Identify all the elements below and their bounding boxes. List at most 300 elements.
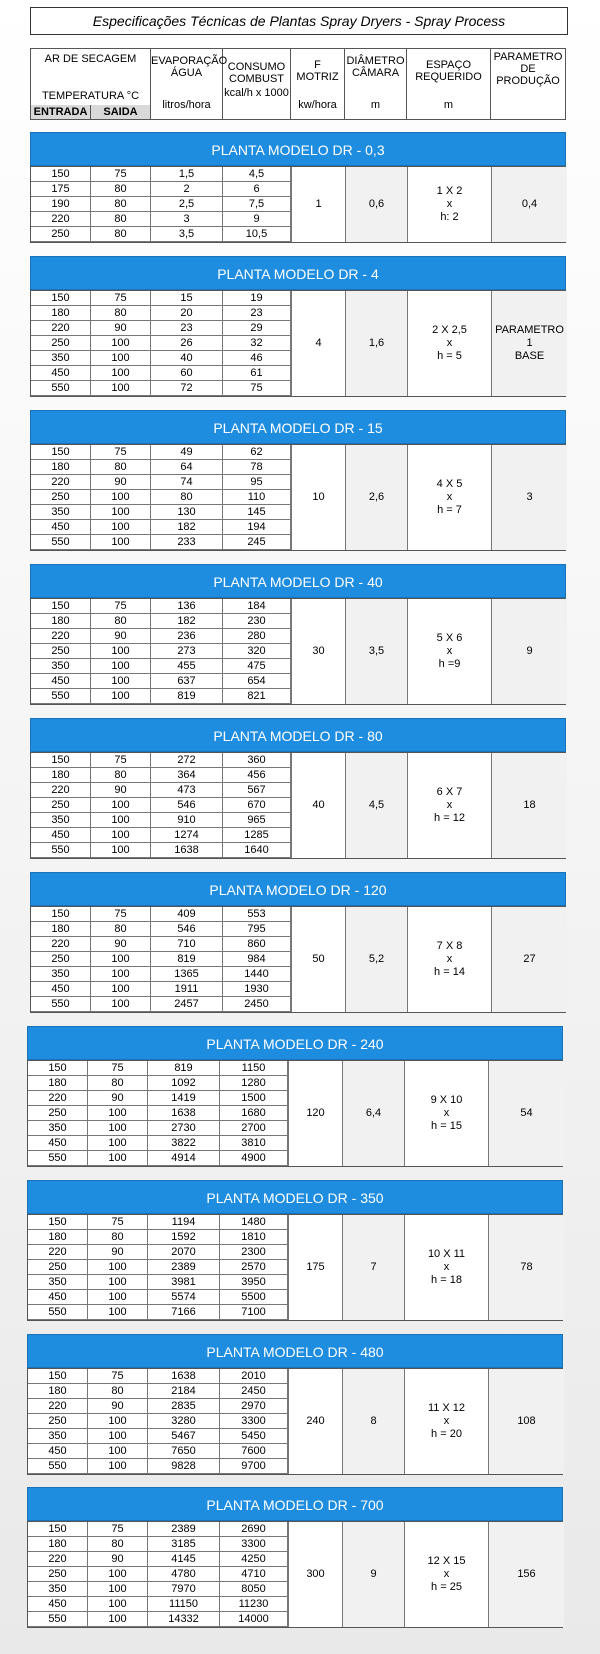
consumo-cell: 2970 <box>220 1399 288 1414</box>
saida-cell: 80 <box>88 1230 148 1245</box>
consumo-cell: 654 <box>223 674 291 689</box>
consumo-cell: 4,5 <box>223 167 291 182</box>
espaco-line: x <box>446 337 453 349</box>
espaco-cell <box>407 167 491 242</box>
entrada-cell: 150 <box>31 291 91 306</box>
parametro-cell <box>491 291 567 396</box>
model-table <box>30 752 566 859</box>
model-banner: PLANTA MODELO DR - 350 <box>27 1180 563 1214</box>
evaporacao-cell: 1911 <box>151 982 223 997</box>
consumo-cell: 320 <box>223 644 291 659</box>
table-row <box>28 1230 288 1245</box>
evaporacao-cell: 72 <box>151 381 223 396</box>
table-row <box>31 197 291 212</box>
parametro-cell <box>491 445 567 550</box>
evaporacao-cell: 364 <box>151 768 223 783</box>
consumo-cell: 860 <box>223 937 291 952</box>
model-table <box>27 1521 563 1628</box>
espaco-line: 2 X 2,5 <box>432 324 467 336</box>
espaco-cell <box>407 907 491 1012</box>
entrada-cell: 550 <box>28 1612 88 1627</box>
consumo-cell: 9700 <box>220 1459 288 1474</box>
saida-cell: 90 <box>91 321 151 336</box>
consumo-cell: 32 <box>223 336 291 351</box>
espaco-cell <box>407 599 491 704</box>
entrada-cell: 180 <box>28 1537 88 1552</box>
espaco-line: 4 X 5 <box>436 478 463 490</box>
espaco-line: x <box>446 953 453 965</box>
table-row <box>31 798 291 813</box>
espaco-line: 9 X 10 <box>430 1094 463 1106</box>
saida-cell: 75 <box>91 599 151 614</box>
saida-cell: 100 <box>91 843 151 858</box>
entrada-cell: 550 <box>28 1151 88 1166</box>
consumo-cell: 1680 <box>220 1106 288 1121</box>
saida-cell: 90 <box>88 1245 148 1260</box>
espaco-line: h = 18 <box>431 1274 462 1286</box>
evaporacao-cell: 3,5 <box>151 227 223 242</box>
consumo-cell: 984 <box>223 952 291 967</box>
consumo-cell: 62 <box>223 445 291 460</box>
table-row <box>28 1106 288 1121</box>
saida-cell: 100 <box>91 366 151 381</box>
motriz-cell: 50 <box>291 907 345 1012</box>
consumo-cell: 7600 <box>220 1444 288 1459</box>
consumo-cell: 2010 <box>220 1369 288 1384</box>
evaporacao-cell: 15 <box>151 291 223 306</box>
entrada-cell: 150 <box>31 753 91 768</box>
consumo-cell: 1930 <box>223 982 291 997</box>
diametro-cell: 2,6 <box>345 445 407 550</box>
evaporacao-cell: 1274 <box>151 828 223 843</box>
table-row <box>31 674 291 689</box>
table-row <box>31 475 291 490</box>
consumo-cell: 4900 <box>220 1151 288 1166</box>
table-row <box>31 182 291 197</box>
table-row <box>28 1305 288 1320</box>
evaporacao-cell: 2184 <box>148 1384 220 1399</box>
espaco-line: x <box>443 1568 450 1580</box>
diametro-cell: 0,6 <box>345 167 407 242</box>
parametro-cell <box>491 167 567 242</box>
table-row <box>31 967 291 982</box>
consumo-cell: 61 <box>223 366 291 381</box>
evaporacao-cell: 2,5 <box>151 197 223 212</box>
header-saida: SAIDA <box>91 105 150 119</box>
evaporacao-cell: 1638 <box>148 1106 220 1121</box>
header-espaco <box>407 49 491 119</box>
entrada-cell: 220 <box>31 475 91 490</box>
entrada-cell: 450 <box>28 1444 88 1459</box>
espaco-line: h = 25 <box>431 1581 462 1593</box>
consumo-cell: 1150 <box>220 1061 288 1076</box>
parametro-line: 54 <box>520 1107 533 1119</box>
evaporacao-cell: 26 <box>151 336 223 351</box>
table-row <box>28 1522 288 1537</box>
consumo-cell: 1810 <box>220 1230 288 1245</box>
entrada-cell: 175 <box>31 182 91 197</box>
saida-cell: 80 <box>91 212 151 227</box>
evaporacao-cell: 2730 <box>148 1121 220 1136</box>
saida-cell: 100 <box>91 798 151 813</box>
parametro-cell <box>491 753 567 858</box>
saida-cell: 100 <box>91 952 151 967</box>
header-ar-secagem: AR DE SECAGEM <box>44 53 137 65</box>
table-row <box>28 1151 288 1166</box>
espaco-cell <box>407 445 491 550</box>
table-row <box>28 1290 288 1305</box>
consumo-cell: 75 <box>223 381 291 396</box>
espaco-line: x <box>446 799 453 811</box>
table-row <box>28 1275 288 1290</box>
model-banner: PLANTA MODELO DR - 80 <box>30 718 566 752</box>
espaco-line: 6 X 7 <box>436 786 463 798</box>
evaporacao-cell: 4145 <box>148 1552 220 1567</box>
evaporacao-cell: 130 <box>151 505 223 520</box>
entrada-cell: 150 <box>28 1215 88 1230</box>
evaporacao-cell: 9828 <box>148 1459 220 1474</box>
consumo-cell: 110 <box>223 490 291 505</box>
consumo-cell: 145 <box>223 505 291 520</box>
consumo-cell: 46 <box>223 351 291 366</box>
consumo-cell: 11230 <box>220 1597 288 1612</box>
table-row <box>28 1091 288 1106</box>
parametro-cell <box>488 1215 564 1320</box>
saida-cell: 100 <box>88 1290 148 1305</box>
table-row <box>31 445 291 460</box>
consumo-cell: 230 <box>223 614 291 629</box>
consumo-cell: 194 <box>223 520 291 535</box>
saida-cell: 100 <box>91 535 151 550</box>
model-block <box>30 256 566 397</box>
evaporacao-cell: 7970 <box>148 1582 220 1597</box>
saida-cell: 75 <box>91 907 151 922</box>
parametro-cell <box>488 1369 564 1474</box>
espaco-line: x <box>443 1107 450 1119</box>
table-row <box>31 689 291 704</box>
evaporacao-cell: 819 <box>148 1061 220 1076</box>
saida-cell: 75 <box>91 445 151 460</box>
consumo-cell: 670 <box>223 798 291 813</box>
header-parametro <box>491 49 565 119</box>
consumo-cell: 3300 <box>220 1537 288 1552</box>
diametro-cell: 3,5 <box>345 599 407 704</box>
consumo-cell: 10,5 <box>223 227 291 242</box>
model-block <box>30 132 566 243</box>
espaco-line: 1 X 2 <box>436 185 463 197</box>
saida-cell: 100 <box>91 689 151 704</box>
entrada-cell: 450 <box>31 982 91 997</box>
header-evaporacao <box>151 49 228 119</box>
entrada-cell: 250 <box>28 1414 88 1429</box>
saida-cell: 100 <box>88 1567 148 1582</box>
parametro-cell <box>488 1061 564 1166</box>
entrada-cell: 550 <box>31 997 91 1012</box>
evaporacao-cell: 5574 <box>148 1290 220 1305</box>
header-requerido-label: REQUERIDO <box>415 71 482 83</box>
header-consumo-unit: kcal/h x 1000 <box>224 87 289 99</box>
motriz-cell: 40 <box>291 753 345 858</box>
table-row <box>28 1384 288 1399</box>
model-banner: PLANTA MODELO DR - 40 <box>30 564 566 598</box>
header-camara-label: CÂMARA <box>351 67 400 79</box>
consumo-cell: 1640 <box>223 843 291 858</box>
consumo-cell: 475 <box>223 659 291 674</box>
evaporacao-cell: 3 <box>151 212 223 227</box>
saida-cell: 80 <box>88 1076 148 1091</box>
evaporacao-cell: 49 <box>151 445 223 460</box>
motriz-cell: 175 <box>288 1215 342 1320</box>
espaco-line: h = 15 <box>431 1120 462 1132</box>
entrada-cell: 250 <box>28 1106 88 1121</box>
saida-cell: 90 <box>91 475 151 490</box>
diametro-cell: 4,5 <box>345 753 407 858</box>
table-row <box>31 997 291 1012</box>
diametro-cell: 9 <box>342 1522 404 1627</box>
table-row <box>28 1612 288 1627</box>
saida-cell: 80 <box>91 922 151 937</box>
model-table <box>30 290 566 397</box>
consumo-cell: 29 <box>223 321 291 336</box>
model-block <box>27 1487 563 1628</box>
espaco-line: h = 20 <box>431 1428 462 1440</box>
evaporacao-cell: 273 <box>151 644 223 659</box>
saida-cell: 100 <box>91 813 151 828</box>
entrada-cell: 450 <box>31 828 91 843</box>
evaporacao-cell: 637 <box>151 674 223 689</box>
saida-cell: 75 <box>91 167 151 182</box>
espaco-cell <box>404 1522 488 1627</box>
table-row <box>28 1429 288 1444</box>
entrada-cell: 190 <box>31 197 91 212</box>
entrada-cell: 350 <box>28 1429 88 1444</box>
entrada-cell: 250 <box>31 952 91 967</box>
saida-cell: 80 <box>91 614 151 629</box>
table-row <box>28 1061 288 1076</box>
saida-cell: 100 <box>88 1151 148 1166</box>
model-banner: PLANTA MODELO DR - 15 <box>30 410 566 444</box>
entrada-cell: 180 <box>28 1076 88 1091</box>
saida-cell: 90 <box>91 629 151 644</box>
consumo-cell: 245 <box>223 535 291 550</box>
evaporacao-cell: 2070 <box>148 1245 220 1260</box>
consumo-cell: 1285 <box>223 828 291 843</box>
espaco-line: h = 7 <box>437 504 462 516</box>
model-banner: PLANTA MODELO DR - 120 <box>30 872 566 906</box>
model-table <box>27 1368 563 1475</box>
table-row <box>31 535 291 550</box>
entrada-cell: 180 <box>31 768 91 783</box>
motriz-cell: 4 <box>291 291 345 396</box>
evaporacao-cell: 80 <box>151 490 223 505</box>
consumo-cell: 9 <box>223 212 291 227</box>
entrada-cell: 250 <box>31 490 91 505</box>
model-block <box>27 1180 563 1321</box>
saida-cell: 80 <box>91 768 151 783</box>
header-diametro-label: DIÂMETRO <box>346 55 405 67</box>
entrada-cell: 450 <box>28 1597 88 1612</box>
header-combust-label: COMBUST <box>229 73 284 85</box>
motriz-cell: 300 <box>288 1522 342 1627</box>
entrada-cell: 220 <box>28 1399 88 1414</box>
header-motriz-unit: kw/hora <box>298 99 337 111</box>
diametro-cell: 8 <box>342 1369 404 1474</box>
saida-cell: 80 <box>91 182 151 197</box>
entrada-cell: 550 <box>28 1459 88 1474</box>
consumo-cell: 78 <box>223 460 291 475</box>
table-row <box>31 599 291 614</box>
espaco-line: x <box>443 1261 450 1273</box>
table-row <box>28 1567 288 1582</box>
saida-cell: 80 <box>91 197 151 212</box>
consumo-cell: 3300 <box>220 1414 288 1429</box>
model-banner: PLANTA MODELO DR - 4 <box>30 256 566 290</box>
parametro-line: 78 <box>520 1261 533 1273</box>
parametro-line: 1 <box>526 337 533 349</box>
table-row <box>28 1076 288 1091</box>
entrada-cell: 220 <box>31 212 91 227</box>
entrada-cell: 350 <box>31 505 91 520</box>
motriz-cell: 1 <box>291 167 345 242</box>
consumo-cell: 795 <box>223 922 291 937</box>
consumo-cell: 2700 <box>220 1121 288 1136</box>
evaporacao-cell: 455 <box>151 659 223 674</box>
header-entrada: ENTRADA <box>31 105 91 119</box>
consumo-cell: 14000 <box>220 1612 288 1627</box>
entrada-cell: 450 <box>28 1136 88 1151</box>
evaporacao-cell: 1,5 <box>151 167 223 182</box>
consumo-cell: 567 <box>223 783 291 798</box>
evaporacao-cell: 710 <box>151 937 223 952</box>
header-diam-unit: m <box>370 99 381 111</box>
saida-cell: 100 <box>91 520 151 535</box>
entrada-cell: 350 <box>31 659 91 674</box>
evaporacao-cell: 910 <box>151 813 223 828</box>
evaporacao-cell: 1638 <box>148 1369 220 1384</box>
consumo-cell: 95 <box>223 475 291 490</box>
model-table <box>30 444 566 551</box>
consumo-cell: 7,5 <box>223 197 291 212</box>
entrada-cell: 180 <box>31 614 91 629</box>
table-row <box>28 1245 288 1260</box>
consumo-cell: 3950 <box>220 1275 288 1290</box>
table-row <box>28 1215 288 1230</box>
entrada-cell: 250 <box>28 1260 88 1275</box>
model-banner: PLANTA MODELO DR - 480 <box>27 1334 563 1368</box>
model-banner: PLANTA MODELO DR - 0,3 <box>30 132 566 166</box>
evaporacao-cell: 272 <box>151 753 223 768</box>
evaporacao-cell: 3185 <box>148 1537 220 1552</box>
entrada-cell: 180 <box>31 922 91 937</box>
model-banner: PLANTA MODELO DR - 240 <box>27 1026 563 1060</box>
table-header <box>30 48 566 120</box>
saida-cell: 90 <box>88 1091 148 1106</box>
evaporacao-cell: 7650 <box>148 1444 220 1459</box>
saida-cell: 75 <box>88 1061 148 1076</box>
header-temperatura: TEMPERATURA °C <box>41 90 140 102</box>
parametro-cell <box>488 1522 564 1627</box>
evaporacao-cell: 11150 <box>148 1597 220 1612</box>
consumo-cell: 1280 <box>220 1076 288 1091</box>
entrada-cell: 250 <box>31 644 91 659</box>
table-row <box>28 1399 288 1414</box>
saida-cell: 90 <box>88 1552 148 1567</box>
table-row <box>28 1597 288 1612</box>
entrada-cell: 220 <box>31 321 91 336</box>
saida-cell: 80 <box>91 306 151 321</box>
evaporacao-cell: 2389 <box>148 1260 220 1275</box>
entrada-cell: 180 <box>31 460 91 475</box>
espaco-line: x <box>446 491 453 503</box>
evaporacao-cell: 819 <box>151 689 223 704</box>
consumo-cell: 8050 <box>220 1582 288 1597</box>
header-consumo <box>223 49 291 119</box>
header-parametro-label: PARAMETRO <box>493 51 563 63</box>
entrada-cell: 550 <box>28 1305 88 1320</box>
entrada-cell: 250 <box>31 227 91 242</box>
consumo-cell: 2450 <box>220 1384 288 1399</box>
entrada-cell: 550 <box>31 381 91 396</box>
motriz-cell: 120 <box>288 1061 342 1166</box>
entrada-cell: 450 <box>28 1290 88 1305</box>
motriz-cell: 240 <box>288 1369 342 1474</box>
evaporacao-cell: 1592 <box>148 1230 220 1245</box>
header-f-label: F <box>314 59 321 71</box>
model-block <box>27 1334 563 1475</box>
header-agua-label: ÁGUA <box>170 67 203 79</box>
evaporacao-cell: 136 <box>151 599 223 614</box>
entrada-cell: 550 <box>31 689 91 704</box>
saida-cell: 100 <box>91 336 151 351</box>
table-row <box>28 1136 288 1151</box>
consumo-cell: 1500 <box>220 1091 288 1106</box>
evaporacao-cell: 2 <box>151 182 223 197</box>
evaporacao-cell: 819 <box>151 952 223 967</box>
evaporacao-cell: 2389 <box>148 1522 220 1537</box>
evaporacao-cell: 74 <box>151 475 223 490</box>
evaporacao-cell: 20 <box>151 306 223 321</box>
entrada-cell: 450 <box>31 674 91 689</box>
table-row <box>28 1444 288 1459</box>
diametro-cell: 5,2 <box>345 907 407 1012</box>
espaco-line: 10 X 11 <box>427 1248 466 1260</box>
model-block <box>30 718 566 859</box>
entrada-cell: 350 <box>28 1275 88 1290</box>
header-evaporacao-label: EVAPORAÇÃO <box>151 55 228 67</box>
table-row <box>31 614 291 629</box>
entrada-cell: 150 <box>31 599 91 614</box>
entrada-cell: 220 <box>31 629 91 644</box>
espaco-line: 7 X 8 <box>436 940 463 952</box>
entrada-cell: 550 <box>31 535 91 550</box>
saida-cell: 100 <box>91 351 151 366</box>
model-table <box>30 906 566 1013</box>
parametro-cell <box>491 907 567 1012</box>
saida-cell: 100 <box>88 1136 148 1151</box>
parametro-line: 27 <box>523 953 536 965</box>
consumo-cell: 19 <box>223 291 291 306</box>
table-row <box>31 520 291 535</box>
entrada-cell: 350 <box>28 1582 88 1597</box>
entrada-cell: 150 <box>31 907 91 922</box>
evaporacao-cell: 546 <box>151 922 223 937</box>
espaco-cell <box>404 1215 488 1320</box>
evaporacao-cell: 182 <box>151 520 223 535</box>
header-diametro <box>345 49 407 119</box>
table-row <box>31 843 291 858</box>
saida-cell: 100 <box>88 1414 148 1429</box>
saida-cell: 100 <box>88 1106 148 1121</box>
